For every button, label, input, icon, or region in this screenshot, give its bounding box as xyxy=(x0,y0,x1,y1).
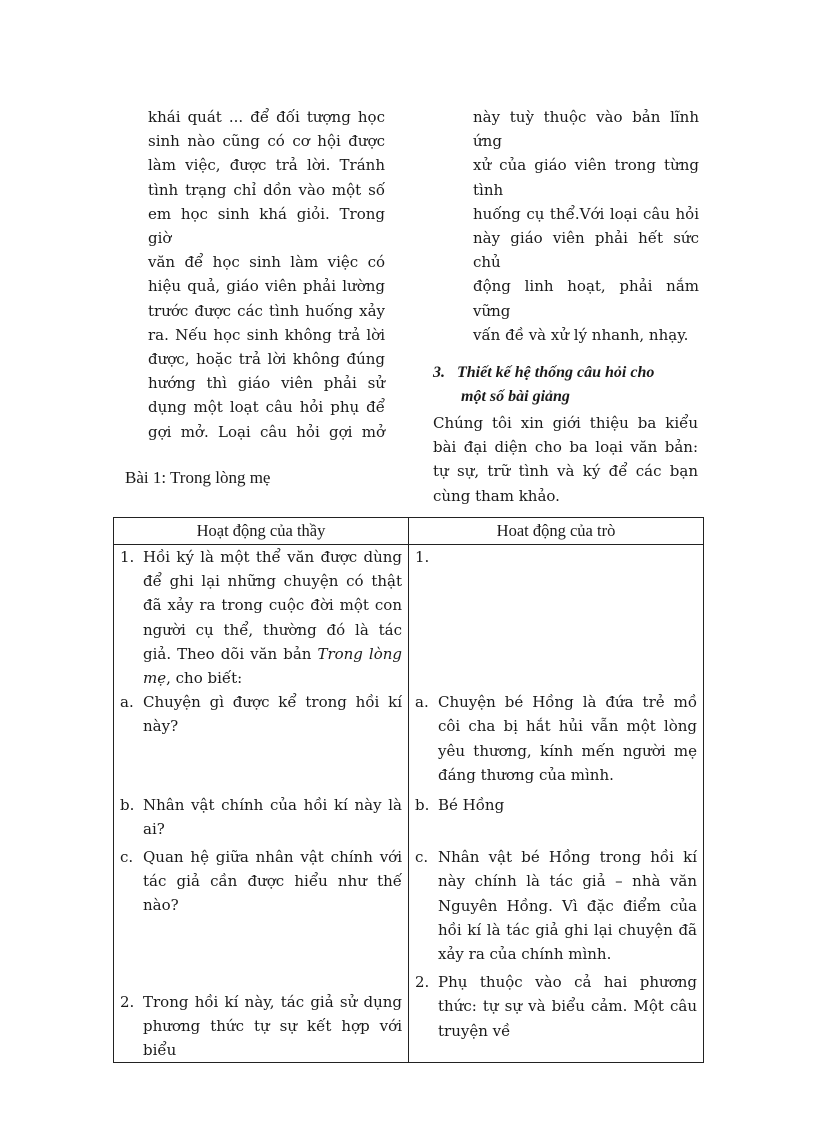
continuation-paragraph xyxy=(473,105,699,347)
text-line: sinh nào cũng có cơ hội được xyxy=(148,132,385,151)
table-row xyxy=(114,545,704,1063)
text-line: được, hoặc trả lời không đúng xyxy=(148,350,385,369)
text-line: dụng một loạt câu hỏi phụ để xyxy=(148,398,385,417)
text-line: trước được các tình huống xảy xyxy=(148,301,385,320)
text-line: động linh hoạt, phải nắm vững xyxy=(473,277,699,320)
teacher-cell: 1. Hồi ký là một thể văn được dùng để ghi lại những chuyện có thật đã xảy ra trong cuộc đời một con người cụ thể, thường đó là tác giả. Theo dõi văn bản Trong lòng mẹ, cho biết: a. Chuyện gì được kể trong hồi kí này? b. Nhân vật chính của hồi kí này là ai? c. Quan hệ giữa nhân vật chính với tác giả cần được hiểu như thế nào? 2. Trong hồi kí này, tác giả sử dụng phương thức tự sự kết hợp với biểu xyxy=(114,545,409,1063)
text-line: vấn đề và xử lý nhanh, nhạy. xyxy=(473,325,689,344)
section-intro: Chúng tôi xin giới thiệu ba kiểu bài đại diện cho ba loại văn bản: tự sự, trữ tình và ký để các bạn cùng tham khảo. xyxy=(433,414,698,505)
student-cell: 1. a. Chuyện bé Hồng là đứa trẻ mồ côi cha bị hắt hủi vẫn một lòng yêu thương, kính mến người mẹ đáng thương của mình. b. Bé Hồng c. Nhân vật bé Hồng trong hồi kí này chính là tác giả – nhà văn Nguyên Hồng. Vì đặc điểm của hồi kí là tác giả ghi lại chuyện đã xảy ra của chính mình. 2. Phụ thuộc vào cả hai phương thức: tự sự và biểu cảm. Một câu truyện về xyxy=(409,545,704,1063)
text-line: này giáo viên phải hết sức chủ xyxy=(473,229,699,272)
left-text-column xyxy=(148,105,385,444)
text-line: này tuỳ thuộc vào bản lĩnh ứng xyxy=(473,108,699,151)
table-header-row xyxy=(114,518,704,545)
lesson-title: Bài 1: Trong lòng mẹ xyxy=(125,468,271,487)
teacher-column-header: Hoạt động của thầy xyxy=(114,518,409,545)
text-line: xử của giáo viên trong từng tình xyxy=(473,156,699,199)
section-heading xyxy=(433,361,698,409)
text-line: gợi mở. Loại câu hỏi gợi mở xyxy=(148,422,385,441)
section-title-line: Thiết kế hệ thống câu hỏi cho xyxy=(457,364,655,382)
text-line: em học sinh khá giỏi. Trong giờ xyxy=(148,204,385,248)
text-line: hiệu quả, giáo viên phải lường xyxy=(148,277,385,296)
right-text-column xyxy=(433,105,698,508)
book-title: Trong lòng mẹ xyxy=(143,644,403,688)
section-number: 3. xyxy=(433,364,445,382)
text-line: khái quát ... để đối tượng học xyxy=(148,108,385,126)
text-line: làm việc, được trả lời. Tránh xyxy=(148,156,385,175)
text-line: văn để học sinh làm việc có xyxy=(148,253,385,272)
section-title-line: một số bài giảng xyxy=(461,388,570,406)
text-line: huống cụ thể.Với loại câu hỏi xyxy=(473,204,699,223)
text-line: ra. Nếu học sinh không trả lời xyxy=(148,325,385,344)
text-line: tình trạng chỉ dồn vào một số xyxy=(148,180,385,199)
activity-table xyxy=(113,517,704,1063)
text-line: hướng thì giáo viên phải sử xyxy=(148,374,385,393)
student-column-header: Hoat động của trò xyxy=(409,518,704,545)
